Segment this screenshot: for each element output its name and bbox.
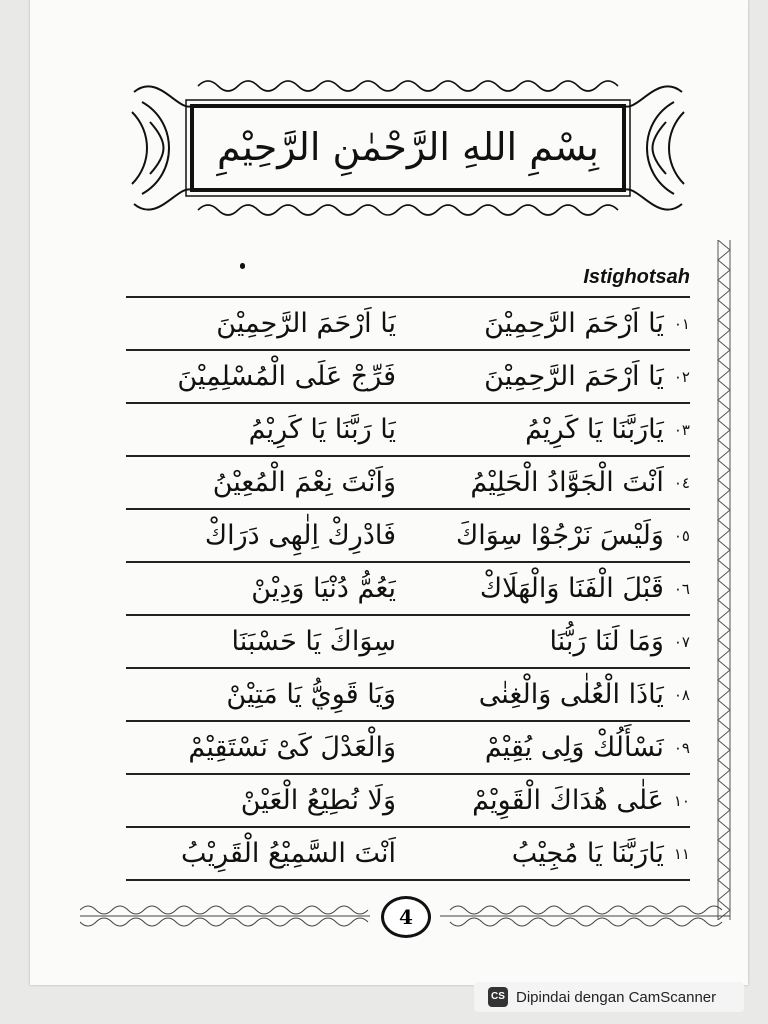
camscanner-text: Dipindai dengan CamScanner bbox=[516, 988, 717, 1006]
verse-left-text: وَاَنْتَ نِعْمَ الْمُعِيْنُ bbox=[212, 467, 396, 498]
verse-right-half bbox=[420, 722, 690, 773]
verse-right-text: يَا اَرْحَمَ الرَّحِمِيْنَ bbox=[484, 308, 664, 339]
bismillah-ornament-frame bbox=[128, 72, 688, 224]
verse-row bbox=[126, 351, 690, 404]
verse-left-text: فَادْرِكْ اِلٰهِى دَرَاكْ bbox=[204, 520, 396, 551]
verse-left-text: وَالْعَدْلَ كَىْ نَسْتَقِيْمْ bbox=[188, 732, 396, 763]
verse-right-text: يَا اَرْحَمَ الرَّحِمِيْنَ bbox=[484, 361, 664, 392]
verse-right-half bbox=[420, 563, 690, 614]
verse-number: ٠٢ bbox=[673, 368, 690, 386]
verse-row bbox=[126, 616, 690, 669]
verse-row bbox=[126, 510, 690, 563]
verse-number: ٠٧ bbox=[673, 633, 690, 651]
verse-left-text: يَعُمُّ دُنْيَا وَدِيْنْ bbox=[251, 573, 396, 604]
verse-number: ١١ bbox=[673, 845, 690, 863]
verse-right-text: عَلٰى هُدَاكَ الْقَوِيْمْ bbox=[472, 785, 664, 816]
verse-left-text: فَرِّجْ عَلَى الْمُسْلِمِيْنَ bbox=[177, 361, 396, 392]
verse-right-half bbox=[420, 457, 690, 508]
camscanner-watermark bbox=[474, 982, 744, 1012]
verse-number: ١٠ bbox=[673, 792, 690, 810]
verse-row bbox=[126, 298, 690, 351]
verse-left-text: اَنْتَ السَّمِيْعُ الْقَرِيْبُ bbox=[181, 838, 396, 869]
verse-number: ٠٤ bbox=[673, 474, 690, 492]
section-label: Istighotsah bbox=[583, 266, 690, 288]
verse-left-text: سِوَاكَ يَا حَسْبَنَا bbox=[231, 626, 396, 657]
verse-right-text: قَبْلَ الْفَنَا وَالْهَلَاكْ bbox=[479, 573, 664, 604]
verse-number: ٠٥ bbox=[673, 527, 690, 545]
verse-right-half bbox=[420, 669, 690, 720]
verse-right-half bbox=[420, 775, 690, 826]
verse-row bbox=[126, 457, 690, 510]
verse-right-half bbox=[420, 828, 690, 879]
verse-right-text: يَارَبَّنَا يَا مُجِيْبُ bbox=[511, 838, 664, 869]
verse-number: ٠٣ bbox=[673, 421, 690, 439]
camscanner-logo-icon: CS bbox=[488, 987, 508, 1007]
verse-number: ٠٦ bbox=[673, 580, 690, 598]
verse-number: ٠٩ bbox=[673, 739, 690, 757]
verse-row bbox=[126, 563, 690, 616]
verse-row bbox=[126, 828, 690, 881]
verse-number: ٠٨ bbox=[673, 686, 690, 704]
verse-right-text: وَلَيْسَ نَرْجُوْا سِوَاكَ bbox=[455, 520, 664, 551]
verse-right-half bbox=[420, 616, 690, 667]
verse-right-text: اَنْتَ الْجَوَّادُ الْحَلِيْمُ bbox=[470, 467, 664, 498]
verse-table bbox=[126, 296, 690, 881]
side-border-ornament-icon bbox=[714, 240, 734, 920]
verse-row bbox=[126, 404, 690, 457]
verse-right-half bbox=[420, 404, 690, 455]
verse-right-half bbox=[420, 510, 690, 561]
verse-left-text: وَيَا قَوِيُّ يَا مَتِيْنْ bbox=[226, 679, 396, 710]
verse-row bbox=[126, 775, 690, 828]
verse-row bbox=[126, 722, 690, 775]
verse-left-text: يَا اَرْحَمَ الرَّحِمِيْنَ bbox=[216, 308, 396, 339]
bismillah-heading: بِسْمِ اللهِ الرَّحْمٰنِ الرَّحِيْمِ bbox=[217, 125, 599, 169]
verse-number: ٠١ bbox=[673, 315, 690, 333]
verse-right-text: يَاذَا الْعُلٰى وَالْغِنٰى bbox=[478, 679, 664, 710]
page-number: 4 bbox=[381, 896, 431, 938]
verse-right-text: يَارَبَّنَا يَا كَرِيْمُ bbox=[525, 414, 664, 445]
verse-left-text: وَلَا نُطِيْعُ الْعَيْنْ bbox=[240, 785, 396, 816]
verse-left-text: يَا رَبَّنَا يَا كَرِيْمُ bbox=[248, 414, 396, 445]
verse-right-text: نَسْأَلُكْ وَلِى يُقِيْمْ bbox=[484, 732, 664, 763]
verse-right-text: وَمَا لَنَا رَبُّنَا bbox=[549, 626, 664, 657]
verse-row bbox=[126, 669, 690, 722]
verse-right-half bbox=[420, 298, 690, 349]
verse-right-half bbox=[420, 351, 690, 402]
ink-dot bbox=[240, 263, 245, 269]
